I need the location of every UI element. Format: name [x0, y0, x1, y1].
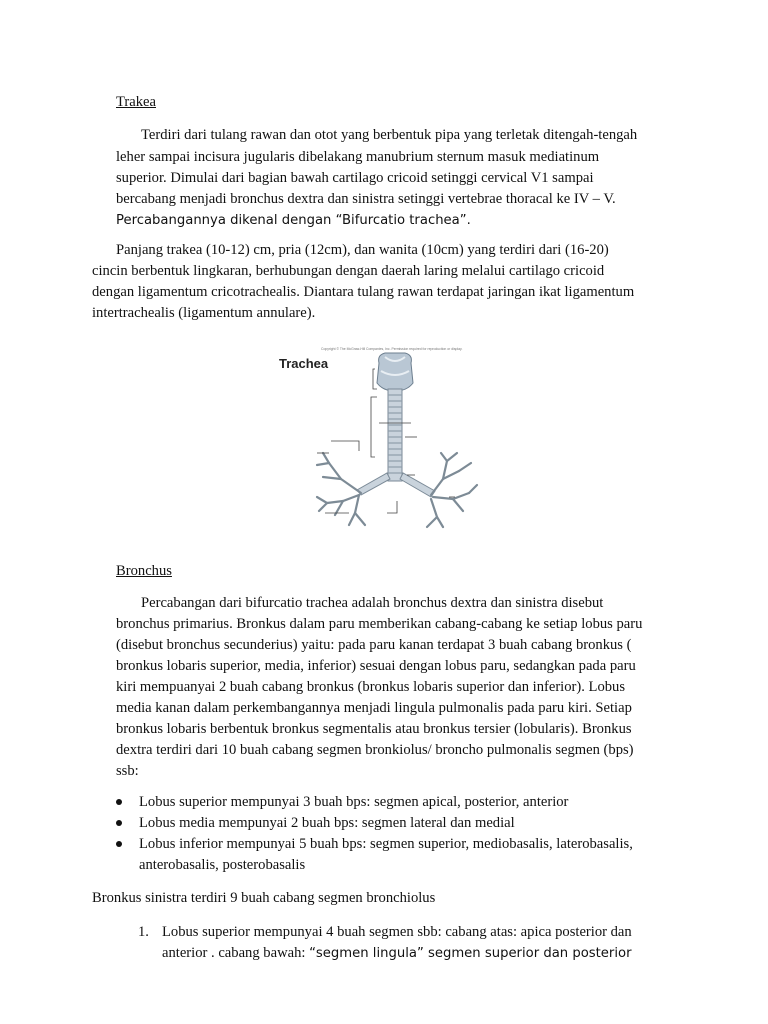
trachea-figure	[277, 343, 509, 529]
bronchus-p1-line-2: bronchus primarius. Bronkus dalam paru memberikan cabang-cabang ke setiap lobus paru	[116, 616, 643, 632]
bullet-item-1: Lobus superior mempunyai 3 buah bps: segmen apical, posterior, anterior	[139, 794, 569, 810]
bullet-item-3-line-1: Lobus inferior mempunyai 5 buah bps: segmen superior, mediobasalis, laterobasalis,	[139, 836, 633, 852]
trakea-p2-line-2: cincin berbentuk lingkaran, berhubungan dengan daerah laring melalui cartilago cricoid	[92, 263, 605, 279]
figure-title: Trachea	[279, 356, 329, 371]
figure-copyright: Copyright © The McGraw-Hill Companies, Inc. Permission required for reproduction or display.	[321, 347, 463, 351]
trakea-heading: Trakea	[116, 94, 156, 110]
trakea-p1-line-5: Percabangannya dikenal dengan “Bifurcatio trachea”.	[116, 213, 471, 228]
bronchus-p1-line-3: (disebut bronchus secunderius) yaitu: pada paru kanan terdapat 3 buah cabang bronkus (	[116, 637, 632, 653]
bullet-item-2: Lobus media mempunyai 2 buah bps: segmen lateral dan medial	[139, 815, 515, 831]
bullet-item-3-line-2: anterobasalis, posterobasalis	[139, 857, 306, 873]
trakea-p2-line-1: Panjang trakea (10-12) cm, pria (12cm), dan wanita (10cm) yang terdiri dari (16-20)	[116, 242, 609, 258]
bronchus-p1-line-6: media kanan dalam perkembangannya menjadi lingula pulmonalis pada paru kiri. Setiap	[116, 700, 632, 716]
numbered-item-line-1: Lobus superior mempunyai 4 buah segmen sbb: cabang atas: apica posterior dan	[162, 924, 632, 940]
trakea-p2-line-4: intertrachealis (ligamentum annulare).	[92, 305, 316, 321]
bronchus-p1-line-4: bronkus lobaris superior, media, inferior) sesuai dengan lobus paru, sedangkan pada paru	[116, 658, 636, 674]
numbered-item-line-2a: anterior . cabang bawah:	[162, 945, 310, 961]
trakea-p1-line-4: bercabang menjadi bronchus dextra dan sinistra setinggi vertebrae thoracal ke IV – V.	[116, 191, 616, 207]
trakea-p1-line-3: superior. Dimulai dari bagian bawah cartilago cricoid setinggi cervical V1 sampai	[116, 170, 594, 186]
trakea-p2-line-3: dengan ligamentum cricotrachealis. Diantara tulang rawan terdapat jaringan ikat ligamentum	[92, 284, 635, 300]
bronchus-p1-line-7: bronkus lobaris berbentuk bronkus segmentalis atau bronkus tersier (lobularis). Bronkus	[116, 721, 632, 737]
bullet-dot	[116, 820, 122, 826]
numbered-item-line-2	[162, 943, 632, 964]
bullet-dot	[116, 799, 122, 805]
trakea-p1-line-2: leher sampai incisura jugularis dibelakang manubrium sternum masuk mediatinum	[116, 149, 600, 165]
bronchus-p1-line-9: ssb:	[116, 763, 139, 779]
bronkus-sinistra-line: Bronkus sinistra terdiri 9 buah cabang segmen bronchiolus	[92, 890, 436, 906]
trachea-illustration	[277, 343, 509, 529]
bronchus-p1-line-8: dextra terdiri dari 10 buah cabang segmen bronkiolus/ broncho pulmonalis segmen (bps)	[116, 742, 634, 758]
bullet-dot	[116, 841, 122, 847]
bronchus-p1-line-5: kiri mempuanyai 2 buah cabang bronkus (bronkus lobaris superior dan inferior). Lobus	[116, 679, 626, 695]
trakea-p1-line-1: Terdiri dari tulang rawan dan otot yang berbentuk pipa yang terletak ditengah-tengah	[141, 127, 638, 143]
numbered-item-number: 1.	[138, 924, 149, 940]
bronchus-p1-line-1: Percabangan dari bifurcatio trachea adalah bronchus dextra dan sinistra disebut	[141, 595, 604, 611]
numbered-item-line-2b: “segmen lingula” segmen superior dan posterior	[309, 946, 632, 961]
bronchus-heading: Bronchus	[116, 563, 172, 579]
